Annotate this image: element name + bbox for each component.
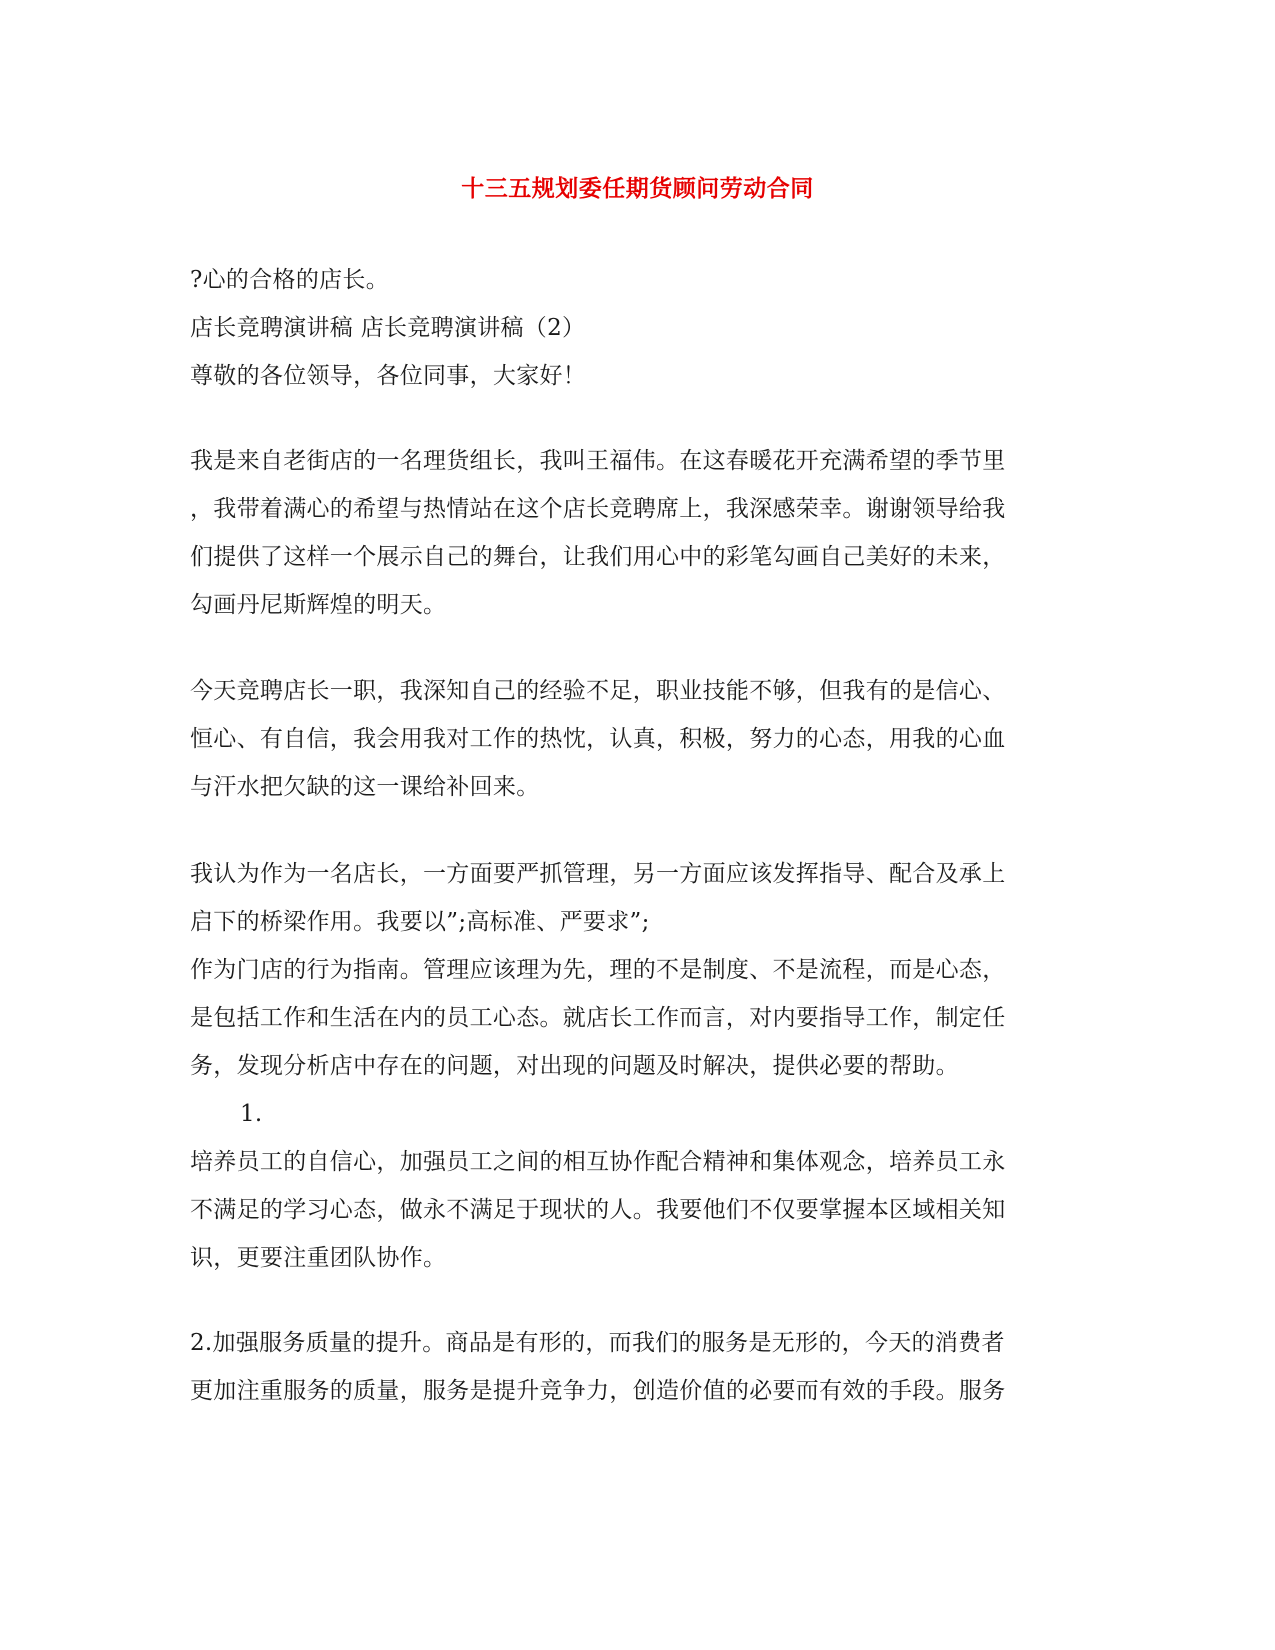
paragraph-line: 我是来自老街店的一名理货组长，我叫王福伟。在这春暖花开充满希望的季节里 — [190, 448, 1006, 474]
paragraph-5 — [190, 1319, 1070, 1415]
intro-block — [190, 256, 1070, 400]
paragraph-line: 恒心、有自信，我会用我对工作的热忱，认真，积极，努力的心态，用我的心血 — [190, 726, 1006, 752]
paragraph-line: ，我带着满心的希望与热情站在这个店长竞聘席上，我深感荣幸。谢谢领导给我 — [190, 496, 1006, 522]
paragraph-line: 启下的桥梁作用。我要以”;高标准、严要求”; — [190, 909, 650, 935]
intro-line: 店长竞聘演讲稿 店长竞聘演讲稿（2） — [190, 315, 586, 341]
paragraph-line: 们提供了这样一个展示自己的舞台，让我们用心中的彩笔勾画自己美好的未来， — [190, 544, 1006, 570]
paragraph-line: 是包括工作和生活在内的员工心态。就店长工作而言，对内要指导工作，制定任 — [190, 1005, 1006, 1031]
paragraph-line: 不满足的学习心态，做永不满足于现状的人。我要他们不仅要掌握本区域相关知 — [190, 1197, 1006, 1223]
paragraph-line: 勾画丹尼斯辉煌的明天。 — [190, 592, 447, 618]
paragraph-line: 今天竞聘店长一职，我深知自己的经验不足，职业技能不够，但我有的是信心、 — [190, 678, 1006, 704]
document-title: 十三五规划委任期货顾问劳动合同 — [461, 175, 814, 202]
paragraph-line: 更加注重服务的质量，服务是提升竞争力，创造价值的必要而有效的手段。服务 — [190, 1378, 1006, 1404]
paragraph-line: 2.加强服务质量的提升。商品是有形的，而我们的服务是无形的，今天的消费者 — [190, 1330, 1005, 1356]
paragraph-line: 务，发现分析店中存在的问题，对出现的问题及时解决，提供必要的帮助。 — [190, 1053, 959, 1079]
paragraph-3 — [190, 850, 1070, 1282]
paragraph-line: 作为门店的行为指南。管理应该理为先，理的不是制度、不是流程，而是心态， — [190, 957, 1006, 983]
list-number: 1. — [240, 1101, 263, 1127]
paragraph-2 — [190, 667, 1070, 811]
intro-line: 尊敬的各位领导，各位同事，大家好！ — [190, 363, 587, 389]
paragraph-line: 培养员工的自信心，加强员工之间的相互协作配合精神和集体观念，培养员工永 — [190, 1149, 1006, 1175]
paragraph-line: 与汗水把欠缺的这一课给补回来。 — [190, 774, 540, 800]
paragraph-1 — [190, 437, 1070, 629]
intro-line: ?心的合格的店长。 — [190, 267, 390, 293]
paragraph-line: 识，更要注重团队协作。 — [190, 1245, 447, 1271]
paragraph-line: 我认为作为一名店长，一方面要严抓管理，另一方面应该发挥指导、配合及承上 — [190, 861, 1006, 887]
